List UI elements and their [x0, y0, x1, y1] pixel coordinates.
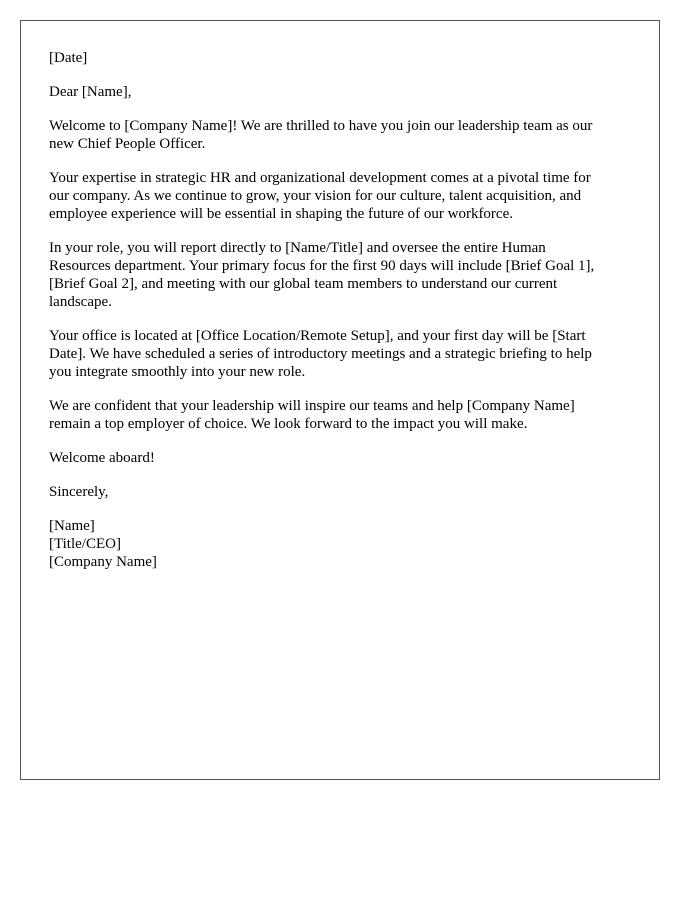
text-line: you integrate smoothly into your new role. — [49, 364, 306, 380]
text-line: Sincerely, — [49, 484, 109, 500]
welcome-paragraph — [49, 117, 631, 153]
letter-page — [20, 20, 660, 780]
text-line: employee experience will be essential in shaping the future of our workforce. — [49, 206, 513, 222]
text-line: Welcome to [Company Name]! We are thrilled to have you join our leadership team as our — [49, 118, 593, 134]
sign-off — [49, 483, 631, 501]
text-line: Your office is located at [Office Location/Remote Setup], and your first day will be [Start — [49, 328, 586, 344]
text-line: [Company Name] — [49, 554, 157, 570]
signature-block — [49, 517, 631, 571]
text-line: [Date] — [49, 50, 88, 66]
confidence-paragraph — [49, 397, 631, 433]
text-line: Resources department. Your primary focus for the first 90 days will include [Brief Goal 1], — [49, 258, 595, 274]
text-line: Welcome aboard! — [49, 450, 155, 466]
role-paragraph — [49, 239, 631, 311]
text-line: [Brief Goal 2], and meeting with our global team members to understand our current — [49, 276, 558, 292]
text-line: Date]. We have scheduled a series of introductory meetings and a strategic briefing to help — [49, 346, 592, 362]
office-paragraph — [49, 327, 631, 381]
text-line: remain a top employer of choice. We look forward to the impact you will make. — [49, 416, 528, 432]
text-line: Dear [Name], — [49, 84, 132, 100]
text-line: [Name] — [49, 518, 95, 534]
text-line: our company. As we continue to grow, your vision for our culture, talent acquisition, and — [49, 188, 582, 204]
text-line: Your expertise in strategic HR and organizational development comes at a pivotal time for — [49, 170, 591, 186]
text-line: [Title/CEO] — [49, 536, 121, 552]
salutation — [49, 83, 631, 101]
closing-remark — [49, 449, 631, 467]
expertise-paragraph — [49, 169, 631, 223]
text-line: We are confident that your leadership will inspire our teams and help [Company Name] — [49, 398, 575, 414]
text-line: new Chief People Officer. — [49, 136, 206, 152]
date — [49, 49, 631, 67]
text-line: landscape. — [49, 294, 112, 310]
text-line: In your role, you will report directly to [Name/Title] and oversee the entire Human — [49, 240, 546, 256]
